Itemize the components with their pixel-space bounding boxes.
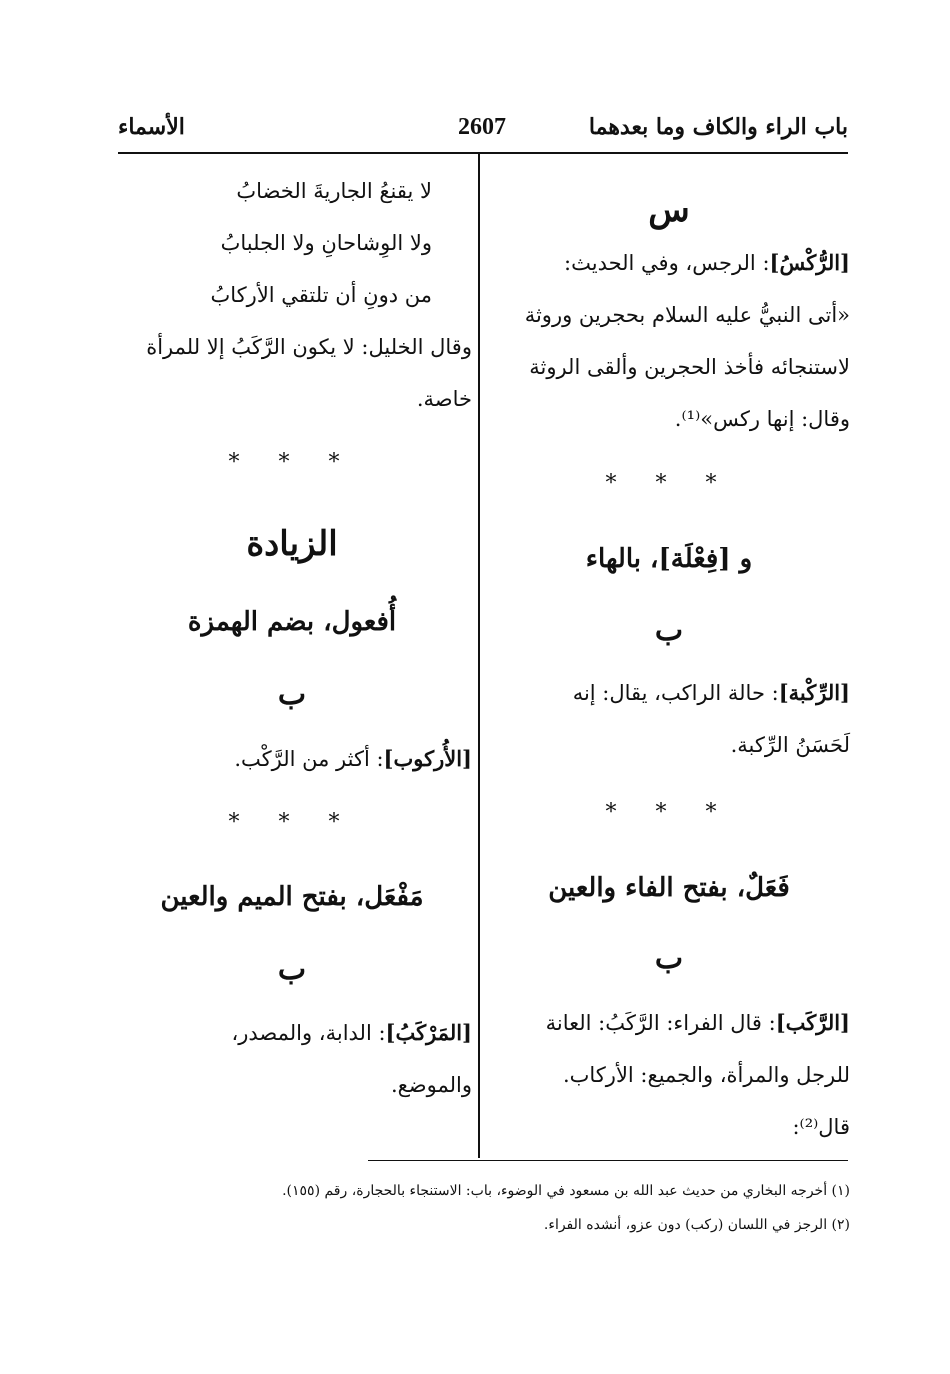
page-header bbox=[118, 112, 848, 154]
column-divider bbox=[478, 153, 480, 1158]
heading-faal: فَعَلٌ، بفتح الفاء والعين bbox=[548, 873, 790, 903]
letter-heading-b: ب bbox=[277, 952, 307, 987]
heading-fila: و [فِعْلَة]، بالهاء bbox=[585, 544, 753, 574]
section-title: الزيادة bbox=[246, 524, 338, 564]
footnote-rule bbox=[368, 1160, 848, 1161]
verse-line: من دونِ أن تلتقي الأركابُ bbox=[210, 283, 432, 307]
letter-heading-b: ب bbox=[277, 677, 307, 712]
entry-term: [الأُركوب] bbox=[383, 746, 472, 771]
entry-text: قال⁽²⁾: bbox=[792, 1115, 850, 1139]
entry-term: [الرُّكْسُ] bbox=[769, 250, 850, 275]
khalil-quote: وقال الخليل: لا يكون الرَّكَبُ إلا للمرأة bbox=[146, 335, 472, 359]
entry-text: «أتى النبيُّ عليه السلام بحجرين وروثة bbox=[524, 303, 850, 327]
entry-raks: [الرُّكْسُ]: الرجس، وفي الحديث: bbox=[564, 250, 850, 275]
entry-text: للرجل والمرأة، والجميع: الأركاب. bbox=[562, 1063, 850, 1087]
separator-stars: * * * bbox=[228, 450, 356, 475]
entry-rikba: [الرِّكْبة]: حالة الراكب، يقال: إنه bbox=[572, 680, 850, 705]
right-column bbox=[488, 165, 850, 1153]
letter-heading-b: ب bbox=[654, 613, 684, 648]
letter-heading-s: س bbox=[648, 190, 690, 230]
entry-term: [المَرْكَبُ] bbox=[385, 1020, 472, 1045]
footnotes bbox=[150, 1174, 850, 1242]
separator-stars: * * * bbox=[605, 471, 733, 496]
khalil-quote-end: خاصة. bbox=[416, 387, 472, 411]
section-label: الأسماء bbox=[118, 114, 185, 140]
footnote-1: (١) أخرجه البخاري من حديث عبد الله بن مسعود في الوضوء، باب: الاستنجاء بالحجارة، رقم (١٥٥). bbox=[282, 1183, 850, 1199]
left-column bbox=[112, 165, 472, 1111]
verse-line: لا يقنعُ الجاريةَ الخضابُ bbox=[236, 179, 432, 203]
separator-stars: * * * bbox=[605, 800, 733, 825]
entry-term: [الرَّكَب] bbox=[775, 1010, 850, 1035]
letter-heading-b: ب bbox=[654, 941, 684, 976]
verse-line: ولا الوِشاحانِ ولا الجلبابُ bbox=[220, 231, 432, 255]
page-number: 2607 bbox=[458, 114, 506, 140]
entry-markab: [المَرْكَبُ]: الدابة، والمصدر، bbox=[231, 1020, 472, 1045]
entry-text: لَحَسَنُ الرِّكبة. bbox=[730, 733, 850, 757]
footnote-2: (٢) الرجز في اللسان (ركب) دون عزو، أنشده الفراء. bbox=[543, 1217, 850, 1233]
separator-stars: * * * bbox=[228, 810, 356, 835]
entry-text: والموضع. bbox=[390, 1073, 472, 1097]
heading-mafal: مَفْعَل، بفتح الميم والعين bbox=[160, 882, 424, 912]
entry-term: [الرِّكْبة] bbox=[778, 680, 850, 705]
heading-ufool: أُفعول، بضم الهمزة bbox=[187, 607, 397, 637]
entry-text: وقال: إنها ركس»⁽¹⁾. bbox=[674, 407, 850, 431]
entry-rakab: [الرَّكَب]: قال الفراء: الرَّكَبُ: العانة bbox=[545, 1010, 850, 1035]
chapter-title: باب الراء والكاف وما بعدهما bbox=[588, 114, 848, 140]
entry-urkoob: [الأُركوب]: أكثر من الرَّكْب. bbox=[234, 746, 472, 771]
entry-text: لاستنجائه فأخذ الحجرين وألقى الروثة bbox=[529, 355, 850, 379]
